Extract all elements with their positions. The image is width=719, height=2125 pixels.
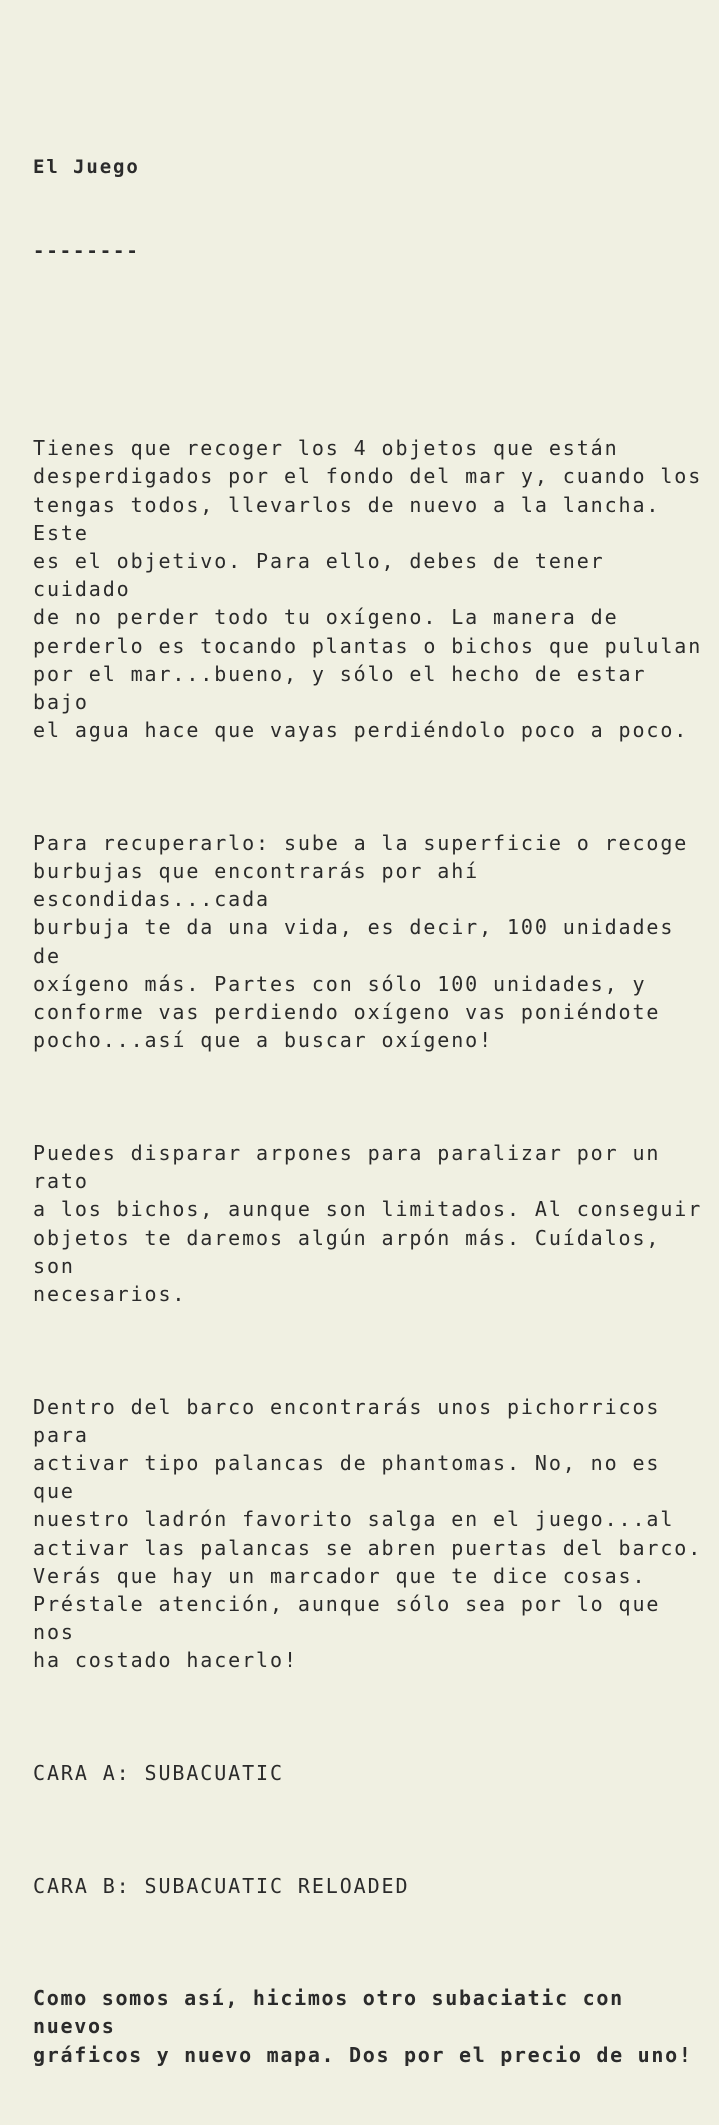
- document-title: El Juego: [33, 155, 140, 178]
- title-underline: --------: [33, 240, 140, 263]
- document-body: [33, 40, 703, 2125]
- paragraph-bonus: Como somos así, hicimos otro subaciatic con nuevos gráficos y nuevo mapa. Dos por el precio de uno!: [33, 1986, 693, 2067]
- side-b-label: CARA B: SUBACUATIC RELOADED: [33, 1873, 410, 1898]
- paragraph-objective: Tienes que recoger los 4 objetos que están desperdigados por el fondo del mar y, cuando los tengas todos, llevarlos de nuevo a la lancha. Este es el objetivo. Para ello, debes de tener cuidado de no perder todo tu oxígeno. La manera de perderlo es tocando plantas o bichos que pululan por el mar...bueno, y sólo el hecho de estar bajo el agua hace que vayas perdiéndolo poco a poco.: [33, 436, 703, 743]
- paragraph-harpoons: Puedes disparar arpones para paralizar por un rato a los bichos, aunque son limitados. Al conseguir objetos te daremos algún arpón más. Cuídalos, son necesarios.: [33, 1140, 703, 1306]
- paragraph-oxygen: Para recuperarlo: sube a la superficie o recoge burbujas que encontrarás por ahí escondidas...cada burbuja te da una vida, es decir, 100 unidades de oxígeno más. Partes con sólo 100 unidades, y conforme vas perdiendo oxígeno vas poniéndote pocho...así que a buscar oxígeno!: [33, 830, 689, 1053]
- paragraph-ship: Dentro del barco encontrarás unos pichorricos para activar tipo palancas de phantomas. No, no es que nuestro ladrón favorito salga en el juego...al activar las palancas se abren puertas del barco. Verás que hay un marcador que te dice cosas. Préstale atención, aunque sólo sea por lo que nos ha costado hacerlo!: [33, 1394, 703, 1673]
- heading-block: [33, 96, 703, 321]
- side-a-label: CARA A: SUBACUATIC: [33, 1760, 284, 1785]
